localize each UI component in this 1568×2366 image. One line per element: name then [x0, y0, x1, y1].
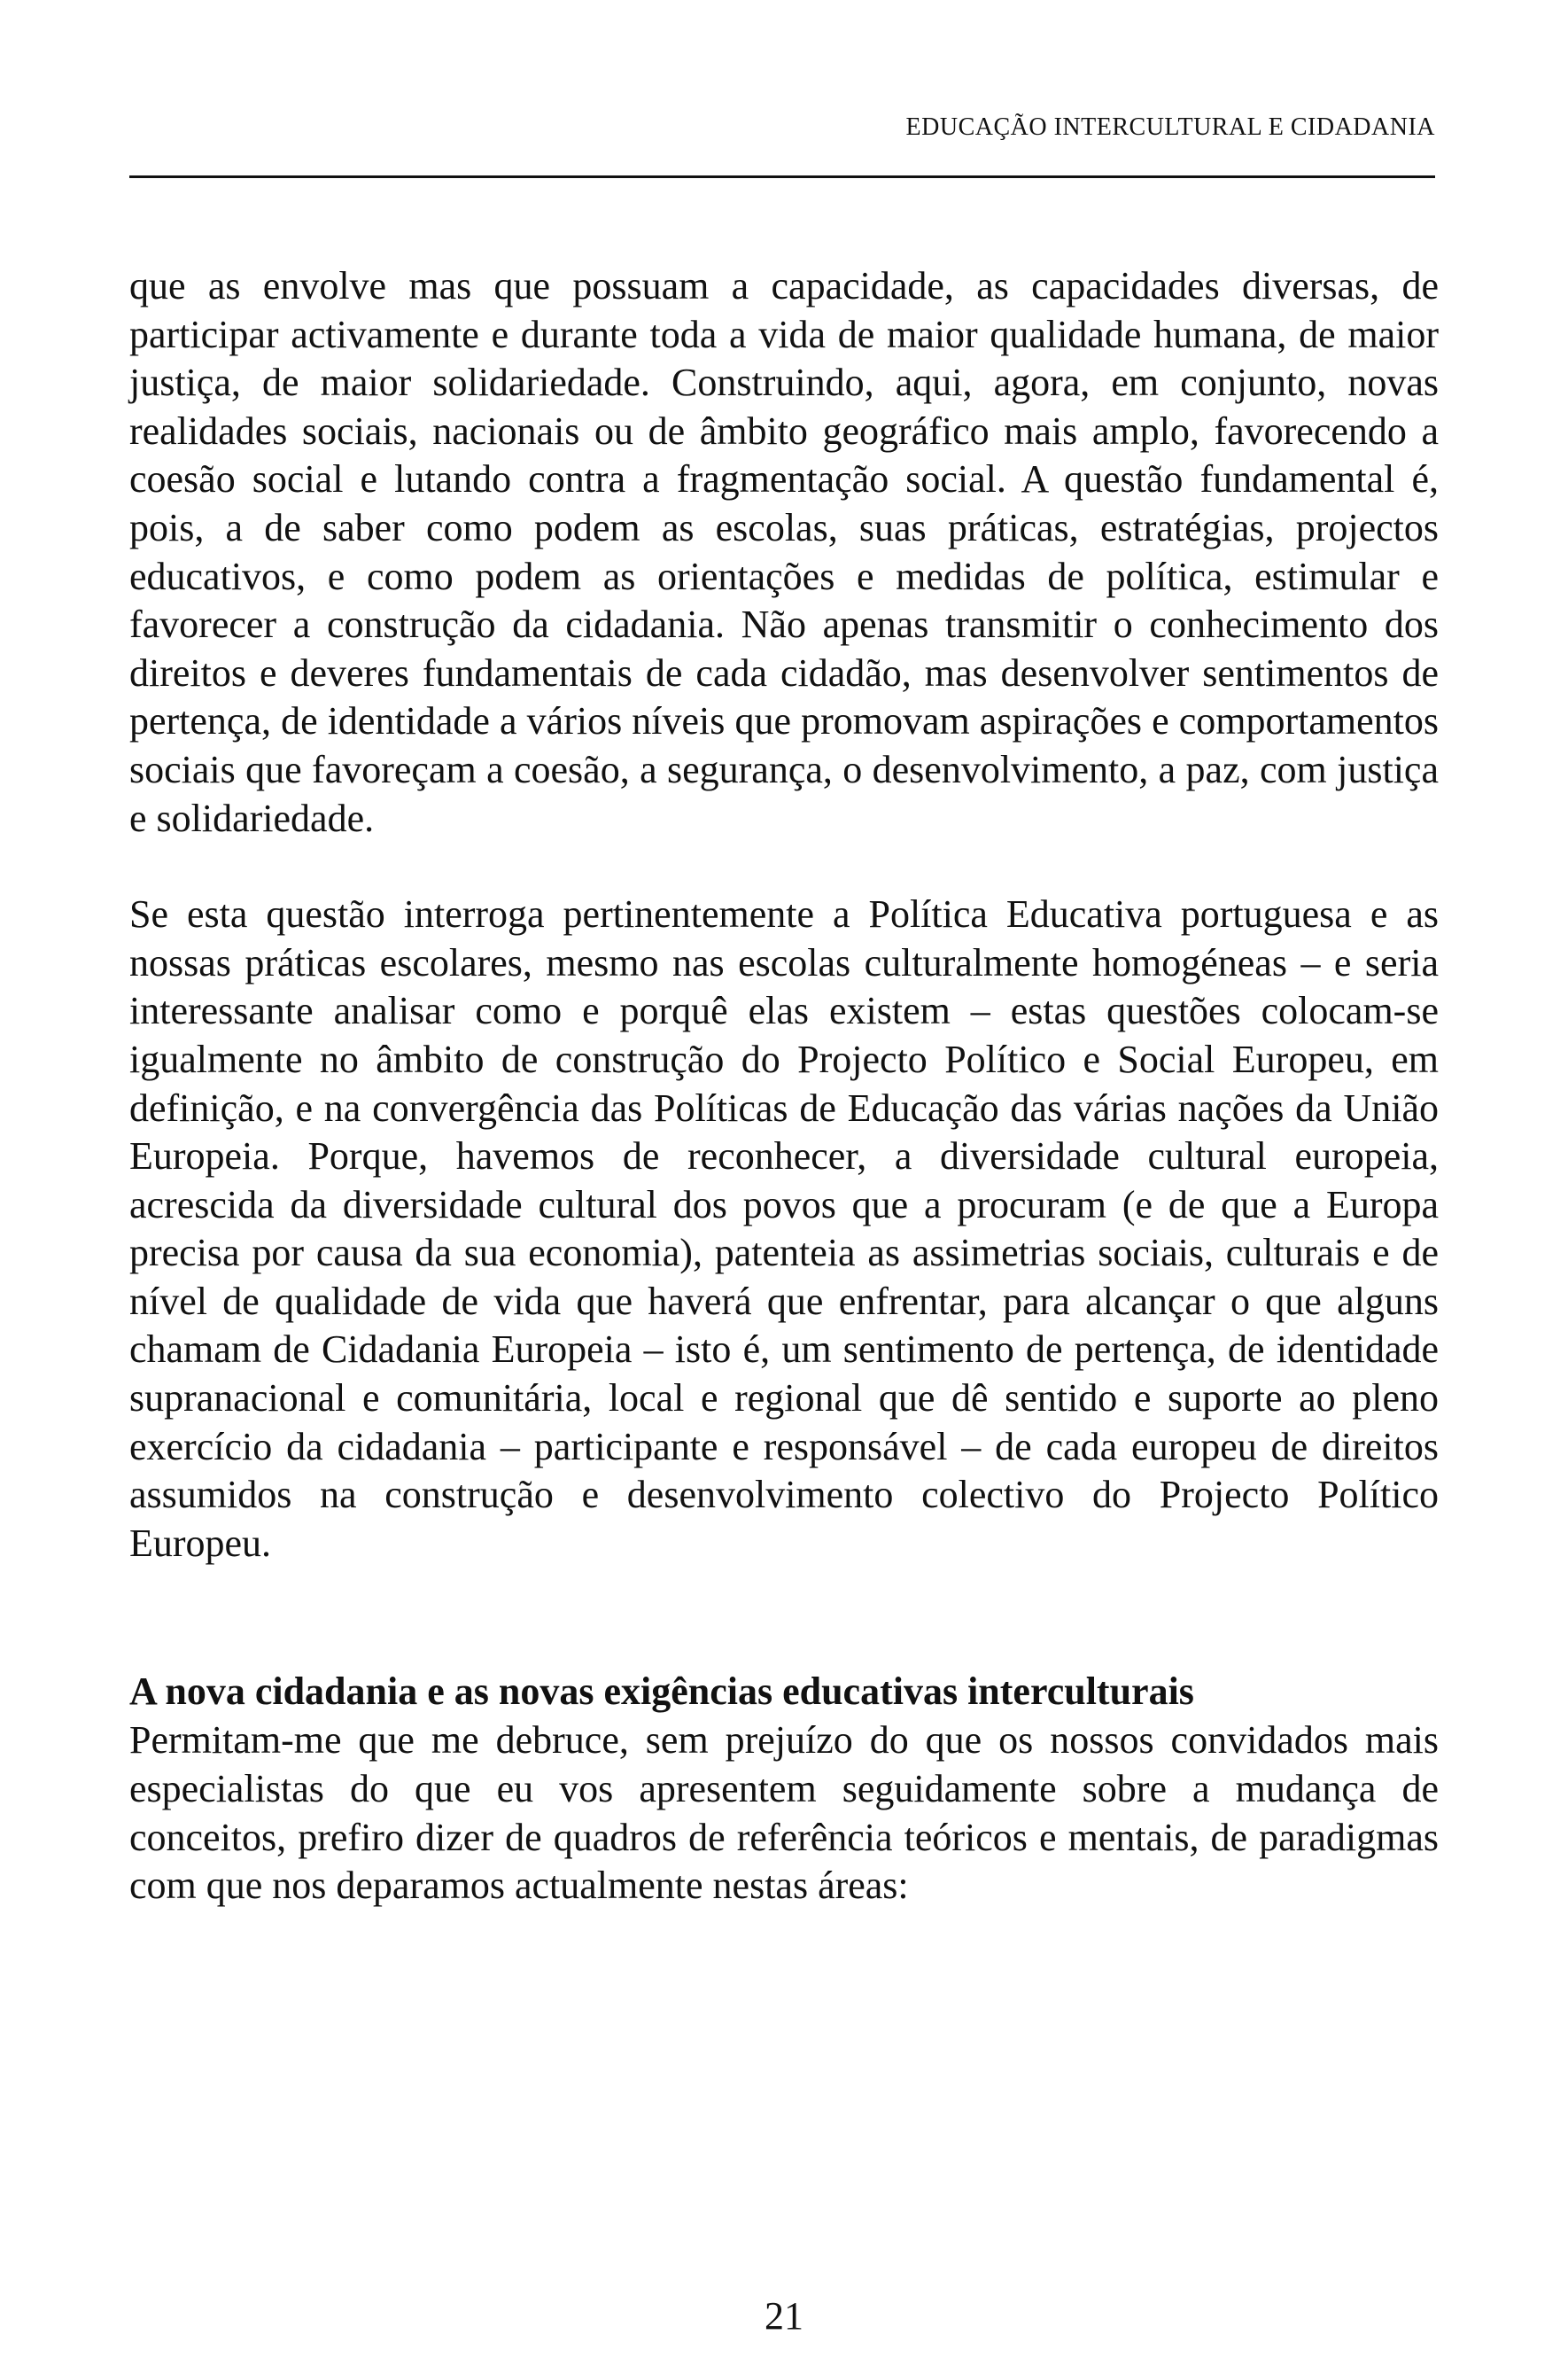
paragraph-1: que as envolve mas que possuam a capacidade, as capacidades diversas, de participar activamente e durante toda a vida de maior qualidade humana, de maior justiça, de maior solidariedade. Construindo, aqui, agora, em conjunto, novas realidades sociais, nacionais ou de âmbito geográfico mais amplo, favorecendo a coesão social e lutando contra a fragmentação social. A questão fundamental é, pois, a de saber como podem as escolas, suas práticas, estratégias, projectos educativos, e como podem as orientações e medidas de política, estimular e favorecer a construção da cidadania. Não apenas transmitir o conhecimento dos direitos e deveres fundamentais de cada cidadão, mas desenvolver sentimentos de pertença, de identidade a vários níveis que promovam aspirações e comportamentos sociais que favoreçam a coesão, a segurança, o desenvolvimento, a paz, com justiça e solidariedade. — [129, 264, 1439, 840]
page-number: 21 — [765, 2294, 803, 2338]
body-text — [129, 262, 1439, 1911]
paragraph-2: Se esta questão interroga pertinentemente a Política Educativa portuguesa e as nossas práticas escolares, mesmo nas escolas culturalmente homogéneas – e seria interessante analisar como e porquê elas existem – estas questões colocam-se igualmente no âmbito de construção do Projecto Político e Social Europeu, em definição, e na convergência das Políticas de Educação das várias nações da União Europeia. Porque, havemos de reconhecer, a diversidade cultural europeia, acrescida da diversidade cultural dos povos que a procuram (e de que a Europa precisa por causa da sua economia), patenteia as assimetrias sociais, culturais e de nível de qualidade de vida que haverá que enfrentar, para alcançar o que alguns chamam de Cidadania Europeia – isto é, um sentimento de pertença, de identidade supranacional e comunitária, local e regional que dê sentido e suporte ao pleno exercício da cidadania – participante e responsável – de cada europeu de direitos assumidos na construção e desenvolvimento colectivo do Projecto Político Europeu. — [129, 892, 1439, 1565]
section-nova-cidadania — [129, 1667, 1439, 1910]
section-paragraph: Permitam-me que me debruce, sem prejuízo do que os nossos convidados mais especialistas do que eu vos apresentem seguidamente sobre a mudança de conceitos, prefiro dizer de quadros de referência teóricos e mentais, de paradigmas com que nos deparamos actualmente nestas áreas: — [129, 1718, 1439, 1908]
header-rule — [129, 175, 1435, 178]
running-header: EDUCAÇÃO INTERCULTURAL E CIDADANIA — [905, 113, 1435, 141]
section-heading: A nova cidadania e as novas exigências educativas interculturais — [129, 1669, 1194, 1714]
